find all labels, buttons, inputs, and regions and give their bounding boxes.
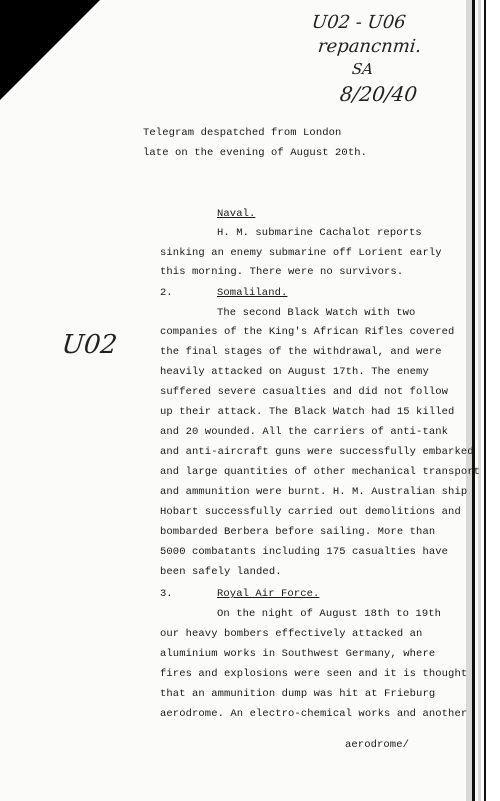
body-line: sinking an enemy submarine off Lorient early [160,247,442,259]
section-title-somaliland: Somaliland. [217,287,288,299]
body-line: aerodrome. An electro-chemical works and another [160,708,468,720]
body-line: and 20 wounded. All the carriers of anti-tank [160,426,449,438]
body-line: The second Black Watch with two [217,307,416,319]
body-line: heavily attacked on August 17th. The enemy [160,366,429,378]
body-line: and large quantities of other mechanical transport [160,466,481,478]
body-line: been safely landed. [160,566,282,578]
body-line: up their attack. The Black Watch had 15 killed [160,406,455,418]
body-line: On the night of August 18th to 19th [217,608,442,620]
margin-note: U02 [60,330,119,360]
body-line: and anti-aircraft guns were successfully embarked [160,446,474,458]
body-line: companies of the King's African Rifles covered [160,326,455,338]
body-line: the final stages of the withdrawal, and were [160,346,442,358]
continuation-catchword: aerodrome/ [345,739,410,751]
body-line: this morning. There were no survivors. [160,266,404,278]
body-line: and ammunition were burnt. H. M. Australian ship [160,486,468,498]
body-line: that an ammunition dump was hit at Frieburg [160,688,436,700]
body-line: fires and explosions were seen and it is thought [160,668,468,680]
archive-ref-note: repancnmi. [316,36,423,57]
body-line: aluminium works in Southwest Germany, where [160,648,436,660]
telegram-header-line: late on the evening of August 20th. [143,147,368,159]
page-corner-shadow [0,0,100,100]
body-line: bombarded Berbera before sailing. More than [160,526,436,538]
telegram-header-line: Telegram despatched from London [143,127,342,139]
archive-ref-note: SA [351,60,375,78]
section-number: 3. [160,588,173,600]
page-edge-dark [472,0,475,801]
archive-date-note: 8/20/40 [338,82,419,106]
section-title-naval: Naval. [217,208,256,220]
page-edge [478,0,481,801]
body-line: 5000 combatants including 175 casualties have [160,546,449,558]
archive-ref-note: U02 - U06 [310,12,407,33]
body-line: Hobart successfully carried out demolitions and [160,506,461,518]
body-line: H. M. submarine Cachalot reports [217,227,422,239]
body-line: our heavy bombers effectively attacked an [160,628,423,640]
section-number: 2. [160,287,173,299]
section-title-raf: Royal Air Force. [217,588,320,600]
page-edge-dark [484,0,486,801]
body-line: suffered severe casualties and did not follow [160,386,449,398]
